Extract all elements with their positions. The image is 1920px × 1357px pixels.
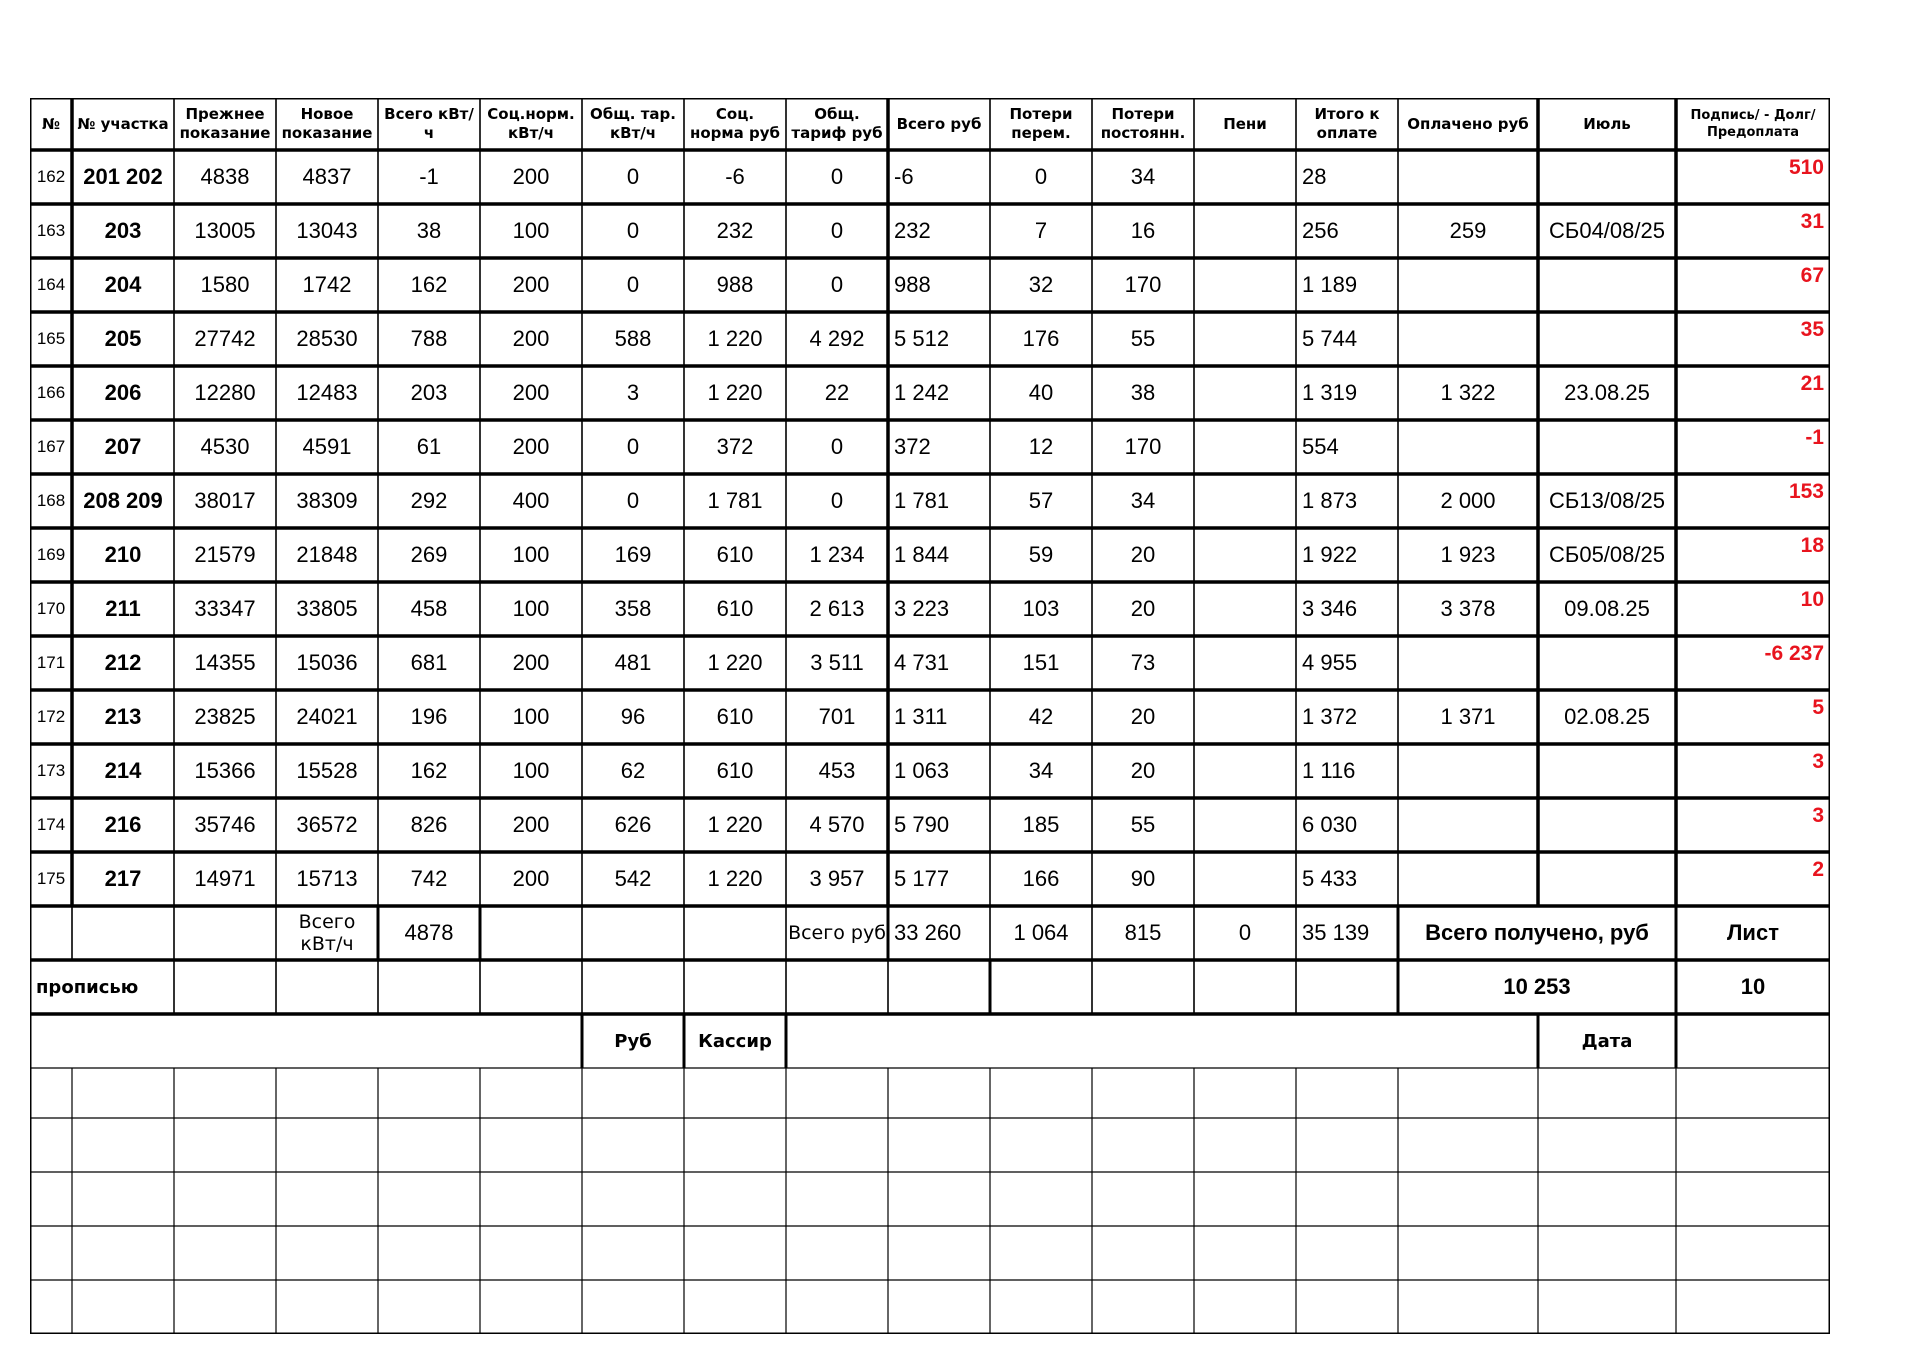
table-cell: 4591 xyxy=(302,434,352,459)
table-cell: 2 000 xyxy=(1440,488,1496,513)
table-cell xyxy=(1196,476,1294,526)
table-cell xyxy=(1196,260,1294,310)
table-cell: 256 xyxy=(1302,218,1339,243)
table-cell: 21579 xyxy=(194,542,256,567)
table-cell xyxy=(1540,422,1674,472)
table-cell: 1 781 xyxy=(894,488,950,513)
date-label: Дата xyxy=(1581,1030,1633,1052)
table-cell: 1 372 xyxy=(1302,704,1358,729)
table-cell: 16 xyxy=(1130,218,1156,243)
header-cell: № участка xyxy=(77,114,169,133)
table-cell: 185 xyxy=(1022,812,1060,837)
debt-value: 35 xyxy=(1800,318,1824,341)
table-cell: 4 955 xyxy=(1302,650,1358,675)
total-rub-value: 33 260 xyxy=(894,920,962,945)
total-loss-constant: 815 xyxy=(1124,920,1162,945)
table-cell xyxy=(1400,314,1536,364)
table-cell: 701 xyxy=(818,704,856,729)
table-cell: 610 xyxy=(716,704,754,729)
table-cell: 1 220 xyxy=(707,326,763,351)
row-number: 175 xyxy=(36,869,66,888)
table-cell: -6 xyxy=(725,164,745,189)
table-cell: 372 xyxy=(716,434,754,459)
cashier-label: Кассир xyxy=(698,1030,772,1052)
header-cell: Потери постоянн. xyxy=(1100,105,1186,142)
table-cell: 610 xyxy=(716,596,754,621)
table-cell xyxy=(1400,260,1536,310)
header-cell: Оплачено руб xyxy=(1407,114,1529,133)
table-cell: 15528 xyxy=(296,758,358,783)
table-cell xyxy=(1196,746,1294,796)
table-cell: 38017 xyxy=(194,488,256,513)
debt-value: 510 xyxy=(1788,156,1824,179)
table-cell: 1742 xyxy=(302,272,352,297)
plot-number: 208 209 xyxy=(83,488,163,513)
row-number: 169 xyxy=(36,545,66,564)
table-cell: 61 xyxy=(416,434,442,459)
plot-number: 211 xyxy=(105,596,141,621)
row-number: 165 xyxy=(36,329,66,348)
plot-number: 214 xyxy=(104,758,142,783)
table-cell xyxy=(1540,314,1674,364)
table-cell: 1 116 xyxy=(1302,758,1356,783)
table-cell: 55 xyxy=(1130,326,1156,351)
table-cell: 20 xyxy=(1130,542,1156,567)
table-cell: 151 xyxy=(1022,650,1060,675)
table-cell: 100 xyxy=(512,596,550,621)
plot-number: 216 xyxy=(104,812,142,837)
table-cell: 0 xyxy=(626,272,640,297)
table-cell: 13043 xyxy=(296,218,358,243)
table-cell: 458 xyxy=(410,596,448,621)
table-cell: 36572 xyxy=(296,812,358,837)
table-cell: 610 xyxy=(716,542,754,567)
table-cell: 292 xyxy=(410,488,448,513)
plot-number: 201 202 xyxy=(83,164,163,189)
table-cell: СБ13/08/25 xyxy=(1549,488,1665,513)
table-cell: 1 220 xyxy=(707,812,763,837)
table-cell: 42 xyxy=(1028,704,1054,729)
table-cell: 372 xyxy=(894,434,931,459)
plot-number: 210 xyxy=(104,542,142,567)
table-cell: 0 xyxy=(1034,164,1048,189)
table-cell: 988 xyxy=(894,272,931,297)
table-cell: 0 xyxy=(830,164,844,189)
table-cell: 5 177 xyxy=(894,866,950,891)
table-cell xyxy=(1400,422,1536,472)
table-cell: 23825 xyxy=(194,704,256,729)
table-cell: 826 xyxy=(410,812,448,837)
table-cell: 4 731 xyxy=(894,650,950,675)
total-rub-label: Всего руб xyxy=(788,922,886,944)
table-cell: 988 xyxy=(716,272,754,297)
table-cell: 100 xyxy=(512,704,550,729)
in-words-label: прописью xyxy=(36,976,139,998)
table-cell: 170 xyxy=(1124,272,1162,297)
table-cell: 5 790 xyxy=(894,812,950,837)
table-cell: 200 xyxy=(512,326,550,351)
debt-value: 153 xyxy=(1788,480,1824,503)
row-number: 174 xyxy=(36,815,66,834)
table-cell: -1 xyxy=(419,164,439,189)
table-cell: 196 xyxy=(410,704,448,729)
table-cell: 12 xyxy=(1028,434,1054,459)
table-cell xyxy=(1540,854,1674,904)
table-cell: 20 xyxy=(1130,596,1156,621)
table-cell: 1 242 xyxy=(894,380,950,405)
row-number: 170 xyxy=(36,599,66,618)
table-cell: 28 xyxy=(1302,164,1327,189)
table-cell xyxy=(1400,638,1536,688)
table-cell: 100 xyxy=(512,758,550,783)
table-cell: 27742 xyxy=(194,326,256,351)
table-cell: 0 xyxy=(830,218,844,243)
table-cell: 20 xyxy=(1130,704,1156,729)
table-cell: 6 030 xyxy=(1302,812,1358,837)
table-cell: 32 xyxy=(1028,272,1054,297)
table-cell: -6 xyxy=(894,164,914,189)
plot-number: 203 xyxy=(104,218,142,243)
total-received-value: 10 253 xyxy=(1503,974,1571,999)
table-cell: 09.08.25 xyxy=(1564,596,1650,621)
debt-value: -1 xyxy=(1805,426,1824,449)
table-cell: 4 292 xyxy=(809,326,865,351)
header-cell: № xyxy=(41,114,61,133)
row-number: 163 xyxy=(36,221,66,240)
table-cell xyxy=(1196,530,1294,580)
table-cell xyxy=(1400,152,1536,202)
header-cell: Подпись/ - Долг/Предоплата xyxy=(1690,108,1816,140)
debt-value: 10 xyxy=(1800,588,1824,611)
table-cell: 1 371 xyxy=(1440,704,1496,729)
table-cell: 20 xyxy=(1130,758,1156,783)
debt-value: 5 xyxy=(1812,696,1824,719)
table-cell xyxy=(1196,638,1294,688)
table-cell: 232 xyxy=(894,218,931,243)
table-cell: 610 xyxy=(716,758,754,783)
table-cell: 103 xyxy=(1022,596,1060,621)
table-cell: 0 xyxy=(626,488,640,513)
table-cell: 200 xyxy=(512,164,550,189)
table-cell xyxy=(1540,152,1674,202)
plot-number: 206 xyxy=(104,380,142,405)
table-cell: СБ05/08/25 xyxy=(1549,542,1665,567)
table-cell: 1 311 xyxy=(894,704,948,729)
table-cell: 59 xyxy=(1028,542,1054,567)
table-cell: 788 xyxy=(410,326,448,351)
table-cell: 1 873 xyxy=(1302,488,1358,513)
total-kwh-label: Всего кВт/ч xyxy=(298,911,356,955)
total-to-pay: 35 139 xyxy=(1302,920,1370,945)
table-cell: 0 xyxy=(626,164,640,189)
table-cell: 1 234 xyxy=(809,542,865,567)
table-cell: 554 xyxy=(1302,434,1339,459)
table-cell: 28530 xyxy=(296,326,358,351)
header-cell: Соц.норм. кВт/ч xyxy=(487,105,575,142)
header-cell: Новое показание xyxy=(281,105,373,142)
debt-value: -6 237 xyxy=(1764,642,1824,665)
table-cell: 259 xyxy=(1449,218,1487,243)
table-cell: 34 xyxy=(1028,758,1054,783)
table-cell: 7 xyxy=(1034,218,1048,243)
ledger-sheet xyxy=(30,98,1830,1334)
table-cell: 15036 xyxy=(296,650,358,675)
row-number: 167 xyxy=(36,437,66,456)
table-cell: 232 xyxy=(716,218,754,243)
sheet-label: Лист xyxy=(1727,920,1779,945)
table-cell: 200 xyxy=(512,650,550,675)
table-cell: 96 xyxy=(620,704,646,729)
debt-value: 67 xyxy=(1800,264,1824,287)
table-cell: 3 346 xyxy=(1302,596,1358,621)
total-received-label: Всего получено, руб xyxy=(1425,920,1649,945)
table-cell: 0 xyxy=(830,488,844,513)
total-penalty: 0 xyxy=(1238,920,1252,945)
table-cell: 13005 xyxy=(194,218,256,243)
table-cell: 35746 xyxy=(194,812,256,837)
table-cell: 453 xyxy=(818,758,856,783)
plot-number: 217 xyxy=(104,866,142,891)
header-cell: Всего кВт/ч xyxy=(384,105,474,142)
table-cell: 1 189 xyxy=(1302,272,1358,297)
table-cell: 200 xyxy=(512,434,550,459)
table-cell xyxy=(1400,800,1536,850)
table-cell: 62 xyxy=(620,758,646,783)
table-cell: 400 xyxy=(512,488,550,513)
table-cell: 15713 xyxy=(296,866,358,891)
table-cell: 38 xyxy=(1130,380,1156,405)
table-cell: 166 xyxy=(1022,866,1060,891)
table-cell: 162 xyxy=(410,272,448,297)
table-cell: 57 xyxy=(1028,488,1054,513)
table-cell: 169 xyxy=(614,542,652,567)
debt-value: 21 xyxy=(1800,372,1824,395)
row-number: 172 xyxy=(36,707,66,726)
table-cell: 0 xyxy=(626,434,640,459)
header-cell: Итого к оплате xyxy=(1314,105,1380,142)
table-cell: 15366 xyxy=(194,758,256,783)
row-number: 162 xyxy=(36,167,66,186)
table-cell: 1 319 xyxy=(1302,380,1358,405)
plot-number: 207 xyxy=(104,434,142,459)
table-cell: 1 322 xyxy=(1440,380,1496,405)
header-cell: Соц. норма руб xyxy=(690,105,780,142)
table-cell: 162 xyxy=(410,758,448,783)
table-cell: 40 xyxy=(1028,380,1054,405)
header-cell: Пени xyxy=(1223,114,1267,133)
plot-number: 205 xyxy=(104,326,142,351)
table-cell: 14971 xyxy=(194,866,256,891)
table-cell: 3 511 xyxy=(810,650,864,675)
table-cell: 33347 xyxy=(194,596,256,621)
table-cell: 4530 xyxy=(200,434,250,459)
debt-value: 31 xyxy=(1800,210,1824,233)
table-cell: 22 xyxy=(824,380,850,405)
table-cell xyxy=(1196,584,1294,634)
table-cell: 1 220 xyxy=(707,380,763,405)
table-cell xyxy=(1196,368,1294,418)
debt-value: 2 xyxy=(1812,858,1824,881)
table-cell: 742 xyxy=(410,866,448,891)
table-cell: 542 xyxy=(614,866,652,891)
table-cell: 21848 xyxy=(296,542,358,567)
header-cell: Общ. тариф руб xyxy=(791,105,883,142)
table-cell: 4837 xyxy=(302,164,352,189)
table-cell: 5 744 xyxy=(1302,326,1358,351)
table-cell: 3 223 xyxy=(894,596,950,621)
table-cell: 626 xyxy=(614,812,652,837)
total-loss-variable: 1 064 xyxy=(1013,920,1069,945)
table-cell: 3 xyxy=(626,380,640,405)
table-cell: 1 220 xyxy=(707,650,763,675)
table-cell: 203 xyxy=(410,380,448,405)
sheet-number: 10 xyxy=(1740,974,1766,999)
table-cell: 5 512 xyxy=(894,326,950,351)
table-cell: 4838 xyxy=(200,164,250,189)
row-number: 168 xyxy=(36,491,66,510)
table-cell: 3 378 xyxy=(1440,596,1496,621)
table-cell: 200 xyxy=(512,812,550,837)
table-cell: 23.08.25 xyxy=(1564,380,1650,405)
row-number: 164 xyxy=(36,275,66,294)
table-cell: 14355 xyxy=(194,650,256,675)
table-cell: 33805 xyxy=(296,596,358,621)
table-cell xyxy=(1540,260,1674,310)
table-cell: 1 220 xyxy=(707,866,763,891)
table-cell: 4 570 xyxy=(809,812,865,837)
table-cell: 1 922 xyxy=(1302,542,1358,567)
table-cell: 02.08.25 xyxy=(1564,704,1650,729)
table-cell: 0 xyxy=(830,272,844,297)
table-cell: 588 xyxy=(614,326,652,351)
table-cell: 170 xyxy=(1124,434,1162,459)
table-cell: 12280 xyxy=(194,380,256,405)
row-number: 166 xyxy=(36,383,66,402)
table-cell: 200 xyxy=(512,380,550,405)
table-cell xyxy=(1400,746,1536,796)
table-cell: 200 xyxy=(512,866,550,891)
table-cell: 2 613 xyxy=(809,596,865,621)
plot-number: 213 xyxy=(104,704,142,729)
table-cell xyxy=(1400,854,1536,904)
table-cell xyxy=(1196,692,1294,742)
debt-value: 3 xyxy=(1812,750,1824,773)
total-kwh-value: 4878 xyxy=(404,920,454,945)
header-cell: Всего руб xyxy=(896,114,982,133)
table-cell: 200 xyxy=(512,272,550,297)
table-cell: 34 xyxy=(1130,164,1156,189)
table-cell: 5 433 xyxy=(1302,866,1358,891)
table-cell: 55 xyxy=(1130,812,1156,837)
plot-number: 204 xyxy=(104,272,142,297)
table-cell xyxy=(1196,314,1294,364)
table-cell xyxy=(1196,800,1294,850)
rub-label: Руб xyxy=(614,1030,652,1052)
table-cell: 176 xyxy=(1022,326,1060,351)
table-cell: 681 xyxy=(410,650,448,675)
table-cell: СБ04/08/25 xyxy=(1549,218,1665,243)
plot-number: 212 xyxy=(104,650,142,675)
debt-value: 3 xyxy=(1812,804,1824,827)
table-cell: 100 xyxy=(512,542,550,567)
table-cell: 3 957 xyxy=(809,866,865,891)
table-cell: 0 xyxy=(626,218,640,243)
table-cell xyxy=(1196,206,1294,256)
table-cell: 38309 xyxy=(296,488,358,513)
table-cell: 1 923 xyxy=(1440,542,1496,567)
table-cell: 0 xyxy=(830,434,844,459)
table-cell: 73 xyxy=(1130,650,1156,675)
table-cell: 358 xyxy=(614,596,652,621)
row-number: 171 xyxy=(36,653,66,672)
header-cell: Потери перем. xyxy=(1009,105,1073,142)
table-cell: 1 781 xyxy=(707,488,763,513)
table-cell xyxy=(1196,854,1294,904)
header-cell: Июль xyxy=(1583,114,1631,133)
debt-value: 18 xyxy=(1800,534,1824,557)
table-cell: 1580 xyxy=(200,272,250,297)
table-cell: 100 xyxy=(512,218,550,243)
header-cell: Общ. тар. кВт/ч xyxy=(590,105,676,142)
table-cell: 34 xyxy=(1130,488,1156,513)
table-cell: 90 xyxy=(1130,866,1156,891)
table-cell: 481 xyxy=(614,650,652,675)
table-cell: 24021 xyxy=(296,704,358,729)
table-cell: 269 xyxy=(410,542,448,567)
table-cell: 38 xyxy=(416,218,442,243)
header-cell: Прежнее показание xyxy=(179,105,271,142)
table-cell xyxy=(1540,800,1674,850)
table-cell xyxy=(1196,152,1294,202)
table-cell: 1 063 xyxy=(894,758,950,783)
table-cell xyxy=(1196,422,1294,472)
table-cell xyxy=(1540,746,1674,796)
table-cell: 12483 xyxy=(296,380,358,405)
row-number: 173 xyxy=(36,761,66,780)
table-cell xyxy=(1540,638,1674,688)
table-cell: 1 844 xyxy=(894,542,950,567)
